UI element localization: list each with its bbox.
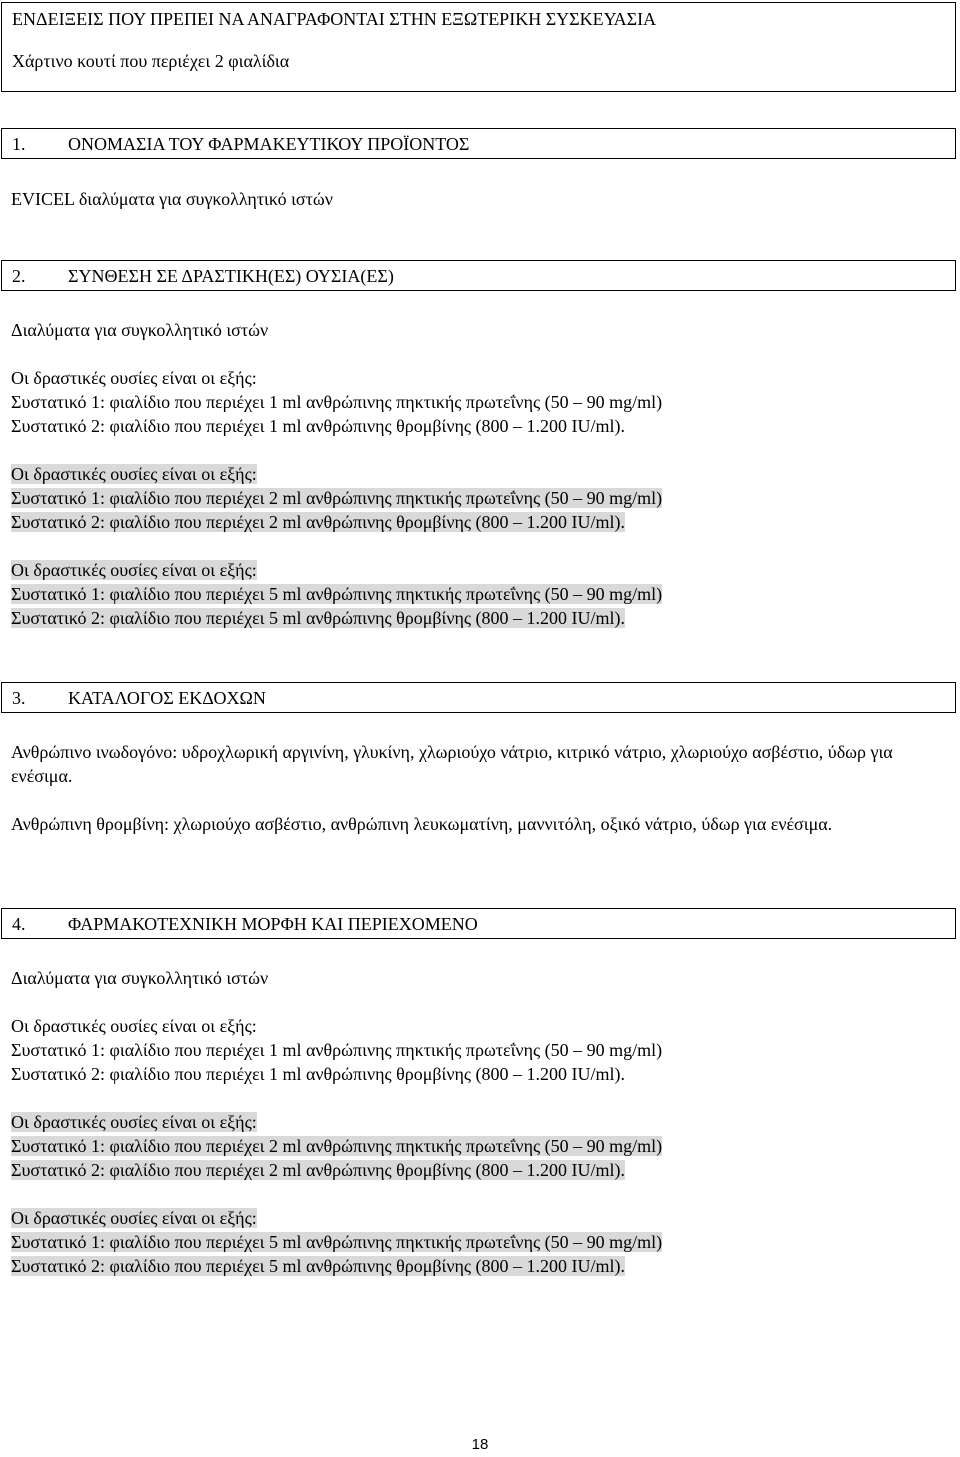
component-1-line — [11, 582, 662, 606]
section-number: 2. — [12, 266, 26, 286]
highlighted-text: Συστατικό 2: φιαλίδιο που περιέχει 2 ml ανθρώπινης θρομβίνης (800 – 1.200 IU/ml). — [11, 512, 626, 532]
highlighted-text: Συστατικό 2: φιαλίδιο που περιέχει 5 ml ανθρώπινης θρομβίνης (800 – 1.200 IU/ml). — [11, 608, 626, 628]
active-intro: Οι δραστικές ουσίες είναι οι εξής: — [11, 368, 257, 388]
excipients-paragraph-1: Ανθρώπινο ινωδογόνο: υδροχλωρική αργινίνη, γλυκίνη, χλωριούχο νάτριο, κιτρικό νάτριο, χλωριούχο ασβέστιο, ύδωρ για ενέσιμα. — [11, 742, 893, 786]
section-2-heading — [1, 260, 956, 291]
component-2-line: Συστατικό 2: φιαλίδιο που περιέχει 1 ml ανθρώπινης θρομβίνης (800 – 1.200 IU/ml). — [11, 1064, 626, 1084]
section-4-heading — [1, 908, 956, 939]
section-title: ΣΥΝΘΕΣΗ ΣΕ ΔΡΑΣΤΙΚΗ(ΕΣ) ΟΥΣΙΑ(ΕΣ) — [68, 266, 394, 286]
component-1-line: Συστατικό 1: φιαλίδιο που περιέχει 1 ml ανθρώπινης πηκτικής πρωτεΐνης (50 – 90 mg/ml) — [11, 392, 663, 412]
active-intro — [11, 558, 257, 582]
component-1-line — [11, 486, 662, 510]
active-intro — [11, 1110, 257, 1134]
active-intro: Οι δραστικές ουσίες είναι οι εξής: — [11, 1016, 257, 1036]
section-title: ΚΑΤΑΛΟΓΟΣ ΕΚΔΟΧΩΝ — [68, 688, 266, 708]
section-title: ΟΝΟΜΑΣΙΑ ΤΟΥ ΦΑΡΜΑΚΕΥΤΙΚΟΥ ΠΡΟΪΟΝΤΟΣ — [68, 134, 470, 154]
highlighted-text: Οι δραστικές ουσίες είναι οι εξής: — [11, 464, 257, 484]
highlighted-text: Συστατικό 2: φιαλίδιο που περιέχει 5 ml ανθρώπινης θρομβίνης (800 – 1.200 IU/ml). — [11, 1256, 626, 1276]
outer-packaging-box — [1, 2, 956, 92]
component-1-line — [11, 1230, 662, 1254]
highlighted-text: Συστατικό 1: φιαλίδιο που περιέχει 5 ml ανθρώπινης πηκτικής πρωτεΐνης (50 – 90 mg/ml) — [11, 1232, 663, 1252]
component-1-line: Συστατικό 1: φιαλίδιο που περιέχει 1 ml ανθρώπινης πηκτικής πρωτεΐνης (50 – 90 mg/ml) — [11, 1040, 663, 1060]
outer-packaging-subtitle: Χάρτινο κουτί που περιέχει 2 φιαλίδια — [12, 51, 290, 71]
solutions-label: Διαλύματα για συγκολλητικό ιστών — [11, 968, 269, 988]
solutions-label: Διαλύματα για συγκολλητικό ιστών — [11, 320, 269, 340]
highlighted-text: Συστατικό 2: φιαλίδιο που περιέχει 2 ml ανθρώπινης θρομβίνης (800 – 1.200 IU/ml). — [11, 1160, 626, 1180]
component-2-line — [11, 606, 625, 630]
active-intro — [11, 1206, 257, 1230]
excipients-paragraph-2: Ανθρώπινη θρομβίνη: χλωριούχο ασβέστιο, ανθρώπινη λευκωματίνη, μαννιτόλη, οξικό νάτριο, ύδωρ για ενέσιμα. — [11, 814, 833, 834]
product-name: EVICEL διαλύματα για συγκολλητικό ιστών — [11, 189, 333, 209]
section-3-heading — [1, 682, 956, 713]
page-number: 18 — [471, 1436, 489, 1453]
highlighted-text: Οι δραστικές ουσίες είναι οι εξής: — [11, 1208, 257, 1228]
component-2-line — [11, 1254, 625, 1278]
component-2-line: Συστατικό 2: φιαλίδιο που περιέχει 1 ml ανθρώπινης θρομβίνης (800 – 1.200 IU/ml). — [11, 416, 626, 436]
section-number: 3. — [12, 688, 26, 708]
outer-packaging-title: ΕΝΔΕΙΞΕΙΣ ΠΟΥ ΠΡΕΠΕΙ ΝΑ ΑΝΑΓΡΑΦΟΝΤΑΙ ΣΤΗΝ ΕΞΩΤΕΡΙΚΗ ΣΥΣΚΕΥΑΣΙΑ — [12, 9, 657, 29]
highlighted-text: Συστατικό 1: φιαλίδιο που περιέχει 2 ml ανθρώπινης πηκτικής πρωτεΐνης (50 – 90 mg/ml) — [11, 1136, 663, 1156]
highlighted-text: Οι δραστικές ουσίες είναι οι εξής: — [11, 1112, 257, 1132]
highlighted-text: Συστατικό 1: φιαλίδιο που περιέχει 2 ml ανθρώπινης πηκτικής πρωτεΐνης (50 – 90 mg/ml) — [11, 488, 663, 508]
section-title: ΦΑΡΜΑΚΟΤΕΧΝΙΚΗ ΜΟΡΦΗ ΚΑΙ ΠΕΡΙΕΧΟΜΕΝΟ — [68, 914, 478, 934]
section-number: 4. — [12, 914, 26, 934]
highlighted-text: Συστατικό 1: φιαλίδιο που περιέχει 5 ml ανθρώπινης πηκτικής πρωτεΐνης (50 – 90 mg/ml) — [11, 584, 663, 604]
component-2-line — [11, 510, 625, 534]
section-number: 1. — [12, 134, 26, 154]
active-intro — [11, 462, 257, 486]
component-2-line — [11, 1158, 625, 1182]
component-1-line — [11, 1134, 662, 1158]
section-1-heading — [1, 128, 956, 159]
highlighted-text: Οι δραστικές ουσίες είναι οι εξής: — [11, 560, 257, 580]
